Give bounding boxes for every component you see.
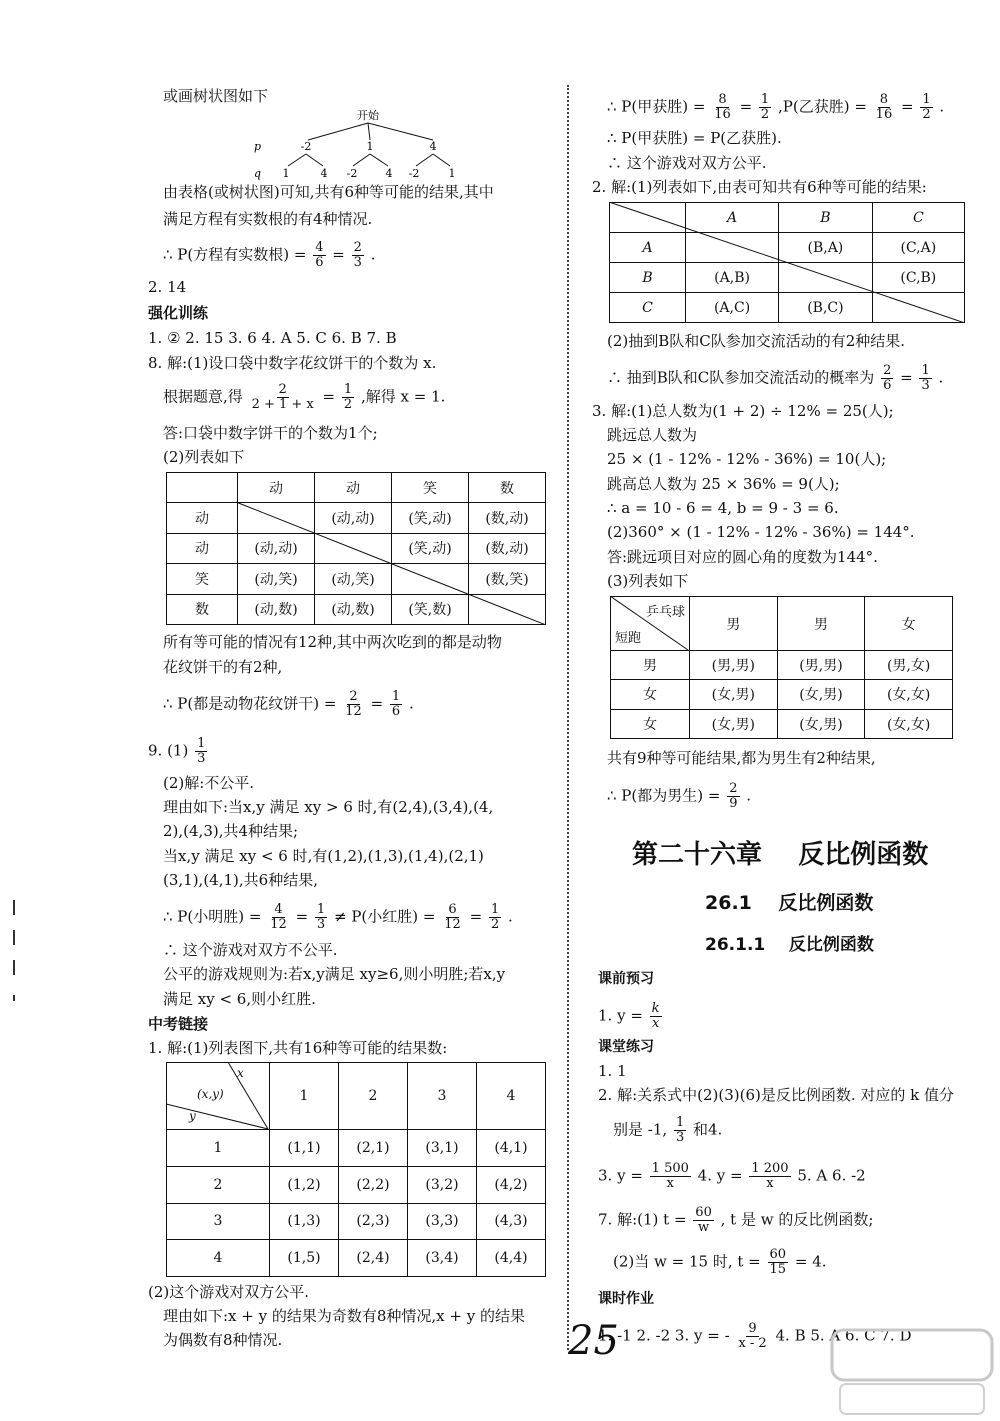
expr-text: ≠ P(小红胜) = [333, 907, 436, 926]
table-cell: (女,男) [690, 709, 778, 738]
text-line: (2)360° × (1 - 12% - 12% - 36%) = 144°. [607, 523, 915, 541]
text-line: (3,1),(4,1),共6种结果, [163, 871, 318, 889]
tree-p-2: 4 [429, 140, 437, 153]
tree-q-label: q [254, 167, 262, 180]
denominator: 15 [769, 1262, 787, 1277]
expr-text: ∴ 抽到B队和C队参加交流活动的概率为 [607, 368, 875, 387]
text-line [613, 1248, 826, 1277]
expr-text: , t 是 w 的反比例函数; [720, 1210, 874, 1229]
table-header-cell: A [686, 203, 779, 233]
numerator: 1 [760, 92, 770, 107]
equals-sign: = [332, 245, 345, 264]
answer-line [598, 1206, 873, 1235]
table-header-cell: 1 [270, 1063, 339, 1130]
expr-text: ∴ P(都是动物花纹饼干) = [163, 694, 337, 713]
expr-text: 3. y = [598, 1166, 643, 1185]
expr-text: = 4. [794, 1252, 827, 1271]
expr-text: . [938, 368, 944, 387]
numerator: 6 [448, 902, 457, 917]
tree-q-1: 4 [320, 167, 328, 180]
table-row-head: 1 [167, 1130, 270, 1167]
table-cell: (2,3) [339, 1203, 408, 1240]
table-cell: (动,动) [238, 533, 315, 563]
denominator: 12 [345, 704, 362, 719]
table-row-head: B [610, 263, 686, 293]
table-header-cell: C [872, 203, 964, 233]
table-row-head: A [610, 233, 686, 263]
table-cell: (动,数) [238, 594, 315, 624]
table-cell: (动,笑) [315, 564, 392, 594]
equation-line [163, 383, 445, 412]
numerator: k [651, 1001, 660, 1016]
subsection-title: 26.1.1 反比例函数 [705, 935, 874, 955]
table-cell: (女,男) [690, 680, 778, 709]
text-line: 理由如下:当x,y 满足 xy > 6 时,有(2,4),(3,4),(4, [163, 798, 494, 816]
table-cell: (4,4) [477, 1240, 546, 1277]
expr-text: 根据题意,得 [163, 387, 243, 406]
table-cell: (3,3) [408, 1203, 477, 1240]
denominator: x [766, 1176, 774, 1191]
table-cell: (B,A) [779, 233, 873, 263]
corner-y-label: y [189, 1109, 196, 1123]
text-line: 公平的游戏规则为:若x,y满足 xy≥6,则小明胜;若x,y [163, 965, 506, 983]
table-cell: (女,男) [777, 680, 865, 709]
numerator: 1 [197, 736, 206, 751]
table-cell: (3,4) [408, 1240, 477, 1277]
numerator: 1 [391, 689, 401, 704]
table-row-head: 男 [611, 651, 690, 680]
tree-root: 开始 [357, 109, 379, 122]
equals-sign: = [370, 694, 384, 713]
text-line [613, 1116, 722, 1145]
table-cell: (4,2) [477, 1166, 546, 1203]
denominator: 3 [353, 255, 362, 270]
table-cell: (3,2) [408, 1166, 477, 1203]
table-cell: (1,1) [270, 1130, 339, 1167]
numerator: 1 [343, 382, 353, 397]
fraction [919, 364, 931, 393]
table-cell: (笑,动) [392, 503, 469, 533]
table-row [167, 1130, 546, 1167]
chapter-title: 第二十六章 反比例函数 [632, 840, 929, 870]
table-cell: (女,女) [865, 709, 953, 738]
answer-line: 2. 解:(1)列表如下,由表可知共有6种等可能的结果: [592, 178, 927, 196]
numerator: 4 [274, 902, 283, 917]
table-row-head: 4 [167, 1240, 270, 1277]
fraction [250, 383, 316, 412]
table-diagonal [609, 202, 965, 323]
answer-line: 2. 解:关系式中(2)(3)(6)是反比例函数. 对应的 k 值分 [598, 1086, 955, 1104]
probability-line [607, 364, 943, 393]
tree-q-0: 1 [282, 167, 290, 180]
probability-line [607, 782, 751, 811]
expr-text: ∴ P(方程有实数根) = [163, 245, 307, 264]
table-row [611, 709, 953, 738]
table-cookies [166, 472, 546, 625]
probability-line [607, 93, 944, 122]
page-number: 25 [568, 1318, 619, 1364]
corner-bottom-label: 短跑 [615, 631, 642, 646]
tree-q-4: -2 [408, 167, 420, 180]
expr-text: 1. -1 2. -2 3. y = - [598, 1326, 730, 1345]
table-header-cell: 动 [238, 473, 315, 503]
numerator: 1 [316, 902, 326, 917]
table-cell: (4,3) [477, 1203, 546, 1240]
margin-marks [8, 895, 20, 1015]
fraction [195, 737, 207, 766]
denominator: 9 [729, 796, 738, 811]
equals-sign: = [901, 97, 914, 116]
table-cell: (数,笑) [469, 564, 546, 594]
expr-text: 别是 -1, [613, 1120, 668, 1139]
table-gender [610, 596, 953, 739]
table-header-cell: 数 [469, 473, 546, 503]
numerator: 8 [879, 92, 889, 107]
denominator: 16 [714, 107, 731, 122]
denominator: x - 2 [738, 1336, 767, 1351]
fraction [693, 1206, 714, 1235]
table-row [167, 1203, 546, 1240]
text-line: 2),(4,3),共4种结果; [163, 822, 299, 840]
table-teams [609, 202, 965, 323]
table-cell: (1,3) [270, 1203, 339, 1240]
answer-line [148, 737, 209, 766]
denominator: 6 [315, 255, 324, 270]
text-line: (2)这个游戏对双方公平. [148, 1283, 310, 1301]
fraction [342, 383, 354, 412]
numerator: 60 [769, 1247, 787, 1262]
expr-text: ∴ P(都为男生) = [607, 786, 721, 805]
numerator: 9 [748, 1321, 757, 1336]
denominator: 2 [760, 107, 770, 122]
table-cell: (2,1) [339, 1130, 408, 1167]
expr-text: ,P(乙获胜) = [777, 97, 867, 116]
table-row-head: C [610, 293, 686, 323]
fraction [650, 1002, 662, 1031]
equals-sign: = [322, 387, 336, 406]
table-cell: (数,动) [469, 533, 546, 563]
text-line: 跳远总人数为 [607, 426, 698, 444]
numerator: 1 [675, 1115, 685, 1130]
table-cell: (男,女) [865, 651, 953, 680]
denominator: 12 [444, 917, 461, 932]
table-cell: (C,B) [872, 263, 964, 293]
text-line: (2)列表如下 [163, 448, 245, 466]
numerator: 8 [718, 92, 727, 107]
text-line: 满足 xy < 6,则小红胜. [163, 990, 316, 1008]
expr-text: . [370, 245, 376, 264]
table-row-head: 数 [167, 594, 238, 624]
text-line: (2)解:不公平. [163, 774, 255, 792]
table-cell: (C,A) [872, 233, 964, 263]
fraction [390, 690, 402, 719]
section-title: 26.1 反比例函数 [705, 892, 874, 914]
probability-line [163, 690, 414, 719]
fraction [313, 241, 325, 270]
numerator: 2 [353, 240, 362, 255]
answer-line: 1. ② 2. 15 3. 6 4. A 5. C 6. B 7. B [148, 329, 397, 347]
expr-text: ∴ P(小明胜) = [163, 907, 262, 926]
text-line: 为偶数有8种情况. [163, 1331, 283, 1349]
fraction [759, 93, 771, 122]
table-diagonal [166, 472, 546, 625]
expr-text: . [939, 97, 945, 116]
expr-text: 7. 解:(1) t = [598, 1210, 687, 1229]
text-line: 理由如下:x + y 的结果为奇数有8种情况,x + y 的结果 [163, 1307, 525, 1325]
table-header-cell: 动 [315, 473, 392, 503]
denominator: 6 [391, 704, 401, 719]
text-line: 所有等可能的情况有12种,其中两次吃到的都是动物 [163, 633, 502, 651]
fraction [749, 1162, 790, 1191]
text-line: (3)列表如下 [607, 572, 689, 590]
text-line: ∴ a = 10 - 6 = 4, b = 9 - 3 = 6. [607, 499, 839, 517]
answer-line: 2. 14 [148, 278, 187, 296]
table-header-cell: 4 [477, 1063, 546, 1130]
denominator: 6 [883, 378, 892, 393]
fraction [442, 903, 463, 932]
expr-text: 4. y = [697, 1166, 743, 1185]
section-heading: 课前预习 [598, 971, 654, 987]
answer-line: 3. 解:(1)总人数为(1 + 2) ÷ 12% = 25(人); [592, 402, 894, 420]
table-cell: (女,女) [865, 680, 953, 709]
answer-line [598, 1162, 866, 1191]
fraction [736, 1322, 768, 1351]
fraction [343, 690, 364, 719]
tree-diagram [248, 108, 468, 180]
denominator: w [698, 1220, 710, 1235]
table-row-head: 笑 [167, 564, 238, 594]
fraction [881, 364, 893, 393]
table-cell: (1,2) [270, 1166, 339, 1203]
table-cell: (数,动) [469, 503, 546, 533]
numerator: 2 [349, 689, 358, 704]
table-header-cell: 2 [339, 1063, 408, 1130]
probability-line [163, 903, 513, 932]
table-row-head: 2 [167, 1166, 270, 1203]
expr-text: 9. (1) [148, 741, 189, 760]
denominator: 2 + 1 + x [251, 397, 314, 412]
table-cell: (4,1) [477, 1130, 546, 1167]
tree-p-1: 1 [366, 140, 374, 153]
table-row [167, 1240, 546, 1277]
expr-text: 和4. [693, 1120, 723, 1139]
table-row [611, 651, 953, 680]
answer-line: 8. 解:(1)设口袋中数字花纹饼干的个数为 x. [148, 354, 437, 372]
numerator: 1 [921, 363, 930, 378]
numerator: 2 [729, 781, 738, 796]
corner-x-label: x [237, 1066, 244, 1080]
table-cell: (动,数) [315, 594, 392, 624]
denominator: 2 [490, 917, 500, 932]
expr-text: (2)当 w = 15 时, t = [613, 1252, 761, 1271]
table-cell: (动,笑) [238, 564, 315, 594]
denominator: 3 [197, 751, 206, 766]
denominator: 3 [675, 1130, 685, 1145]
numerator: 1 [922, 92, 931, 107]
tree-q-3: 4 [385, 167, 393, 180]
denominator: 16 [875, 107, 893, 122]
text-line: 花纹饼干的有2种, [163, 658, 283, 676]
numerator: 60 [695, 1205, 712, 1220]
expr-text: 1. y = [598, 1006, 643, 1025]
table-row-head: 3 [167, 1203, 270, 1240]
expr-text: . [408, 694, 414, 713]
section-heading: 中考链接 [148, 1015, 209, 1033]
table-diagonal [166, 1062, 270, 1130]
answer-line: 1. 解:(1)列表图下,共有16种等可能的结果数: [148, 1039, 448, 1057]
table-cell: (A,B) [686, 263, 779, 293]
table-row-head: 女 [611, 680, 690, 709]
equals-sign: = [469, 907, 483, 926]
column-divider [567, 85, 569, 1350]
equals-sign: = [295, 907, 309, 926]
table-header-cell: 笑 [392, 473, 469, 503]
equals-sign: = [900, 368, 913, 387]
fraction [712, 93, 733, 122]
text-line: 答:口袋中数字饼干的个数为1个; [163, 424, 378, 442]
fraction [352, 241, 364, 270]
text-line: (2)抽到B队和C队参加交流活动的有2种结果. [607, 332, 906, 350]
tree-p-label: p [254, 140, 262, 153]
tree-p-0: -2 [300, 140, 312, 153]
section-heading: 课时作业 [598, 1291, 654, 1307]
denominator: 3 [921, 378, 930, 393]
corner-xy-label: (x,y) [197, 1087, 224, 1101]
denominator: 2 [343, 397, 353, 412]
expr-text: 4. B 5. A 6. C 7. D [775, 1326, 912, 1345]
text-line: 共有9种等可能结果,都为男生有2种结果, [607, 749, 876, 767]
fraction [727, 782, 739, 811]
table-row-head: 动 [167, 533, 238, 563]
fraction [315, 903, 327, 932]
denominator: x [666, 1176, 674, 1191]
section-heading: 强化训练 [148, 304, 209, 322]
table-cell: (1,5) [270, 1240, 339, 1277]
table-row [167, 1166, 546, 1203]
fraction [650, 1162, 691, 1191]
numerator: 1 [490, 902, 500, 917]
numerator: 1 200 [751, 1161, 789, 1176]
expr-text: . [508, 907, 513, 926]
table-diagonal [610, 596, 690, 652]
table-cell: (笑,动) [392, 533, 469, 563]
answer-line [598, 1002, 664, 1031]
denominator: 3 [316, 917, 326, 932]
table-cell: (动,动) [315, 503, 392, 533]
table-cell: (B,C) [779, 293, 873, 323]
text-line: 由表格(或树状图)可知,共有6种等可能的结果,其中 [163, 183, 494, 201]
table-header-cell: B [779, 203, 873, 233]
text-line: ∴ 这个游戏对双方公平. [607, 154, 767, 172]
text-line: ∴ 这个游戏对双方不公平. [163, 941, 338, 959]
corner-top-label: 乒乓球 [645, 605, 685, 620]
table-row [611, 680, 953, 709]
numerator: 1 500 [651, 1161, 689, 1176]
answer-line: 1. 1 [598, 1062, 627, 1080]
fraction [920, 93, 932, 122]
table-cell: (2,4) [339, 1240, 408, 1277]
text-line: 跳高总人数为 25 × 36% = 9(人); [607, 475, 840, 493]
fraction [268, 903, 289, 932]
fraction [489, 903, 501, 932]
table-cell: (女,男) [777, 709, 865, 738]
table-row-head: 动 [167, 503, 238, 533]
table-header-cell: 3 [408, 1063, 477, 1130]
table-header-cell: 女 [865, 597, 953, 651]
tree-q-5: 1 [448, 167, 456, 180]
denominator: x [651, 1016, 660, 1031]
table-xy [166, 1062, 546, 1277]
denominator: 12 [270, 917, 287, 932]
text-line: 答:跳远项目对应的圆心角的度数为144°. [607, 548, 878, 566]
numerator: 4 [315, 240, 324, 255]
table-cell: (笑,数) [392, 594, 469, 624]
equals-sign: = [739, 97, 753, 116]
watermark-logo-icon [830, 1328, 995, 1418]
expr-text: 5. A 6. -2 [797, 1166, 866, 1185]
table-header-cell: 男 [777, 597, 865, 651]
expr-text: . [746, 786, 752, 805]
table-cell: (3,1) [408, 1130, 477, 1167]
expr-text: ,解得 x = 1. [360, 387, 446, 406]
text-line: 满足方程有实数根的有4种情况. [163, 210, 373, 228]
numerator: 2 [883, 363, 892, 378]
probability-line [163, 241, 376, 270]
table-cell: (男,男) [777, 651, 865, 680]
table-cell: (男,男) [690, 651, 778, 680]
table-cell: (2,2) [339, 1166, 408, 1203]
fraction [768, 1248, 789, 1277]
tree-intro: 或画树状图如下 [163, 87, 269, 105]
section-heading: 课堂练习 [598, 1039, 654, 1055]
text-line: 25 × (1 - 12% - 12% - 36%) = 10(人); [607, 450, 887, 468]
text-line: 当x,y 满足 xy < 6 时,有(1,2),(1,3),(1,4),(2,1) [163, 847, 484, 865]
fraction [674, 1116, 686, 1145]
expr-text: ∴ P(甲获胜) = [607, 97, 706, 116]
table-cell: (A,C) [686, 293, 779, 323]
fraction [874, 93, 895, 122]
text-line: ∴ P(甲获胜) = P(乙获胜). [607, 129, 782, 147]
table-row-head: 女 [611, 709, 690, 738]
table-header-cell: 男 [690, 597, 778, 651]
denominator: 2 [922, 107, 931, 122]
tree-q-2: -2 [346, 167, 358, 180]
numerator: 2 [278, 382, 287, 397]
